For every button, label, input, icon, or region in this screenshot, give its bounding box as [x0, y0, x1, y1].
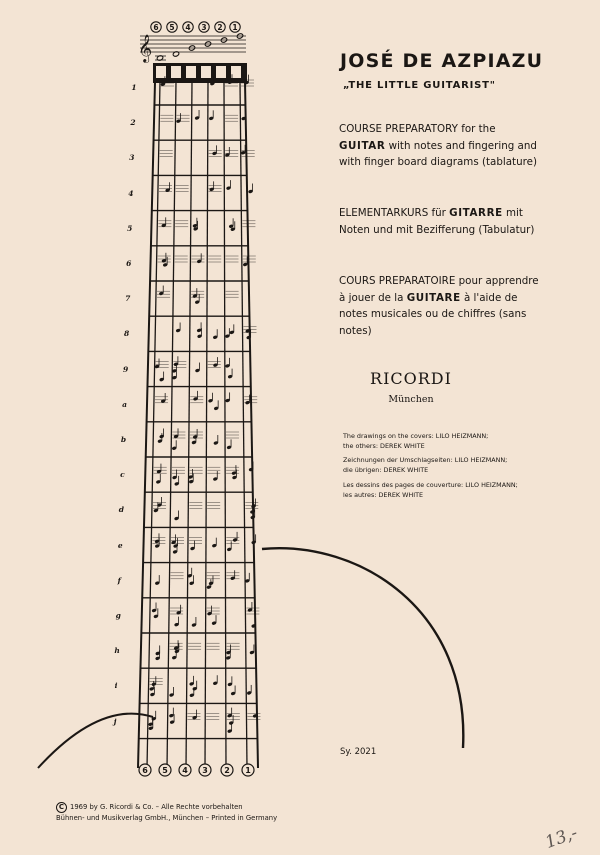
- copyright-icon: C: [56, 802, 67, 813]
- fret-label: 2: [130, 118, 136, 128]
- fret-label: f: [117, 575, 121, 585]
- string-number-label: 1: [245, 766, 251, 775]
- nut-slot: [216, 66, 226, 78]
- fret-label: 4: [128, 188, 134, 198]
- fret-label: g: [115, 611, 121, 620]
- guitar-string: [186, 82, 192, 768]
- string-number-label: 5: [162, 766, 168, 775]
- fret-label: j: [113, 716, 117, 726]
- fret-label: 3: [129, 153, 135, 163]
- neck-left-edge: [138, 82, 155, 768]
- nut-slot: [201, 66, 211, 78]
- string-number-label: 6: [142, 766, 148, 775]
- string-number-label: 1: [232, 23, 238, 32]
- fret-label: 8: [124, 329, 130, 339]
- catalog-number: Sy. 2021: [340, 747, 377, 757]
- guitar-body-outline: [38, 548, 463, 768]
- copyright-notice: C 1969 by G. Ricordi & Co. – Alle Rechte vorbehalten Bühnen- und Musikverlag GmbH., München – Printed in Germany: [56, 803, 278, 822]
- nut-slot: [231, 66, 241, 78]
- string-number-label: 6: [153, 23, 159, 32]
- guitar-body-right-curve: [262, 548, 463, 748]
- string-number-label: 2: [224, 766, 230, 775]
- treble-clef-icon: 𝄞: [138, 34, 153, 62]
- string-number-label: 3: [201, 23, 207, 32]
- english-description: COURSE PREPARATORY for the GUITAR with notes and fingering and with finger board diagrams (tablature): [339, 123, 537, 168]
- credits-french: Les dessins des pages de couverture: LILO HEIZMANN; les autres: DEREK WHITE: [343, 481, 518, 499]
- string-number-label: 3: [202, 766, 208, 775]
- fret-label: d: [118, 505, 124, 515]
- string-number-label: 5: [169, 23, 175, 32]
- publisher-city: München: [388, 394, 434, 405]
- fret-label: a: [122, 399, 127, 409]
- top-music-staff: [138, 33, 246, 63]
- nut-slot: [171, 66, 181, 78]
- handwritten-price: 13,-: [542, 822, 581, 854]
- fret-label: c: [120, 470, 125, 480]
- nut-slot: [186, 66, 196, 78]
- fret-label: e: [117, 540, 123, 550]
- guitar-body-left-curve: [38, 714, 153, 768]
- guitar-string: [167, 82, 176, 768]
- french-description: COURS PREPARATOIRE pour apprendre à jouer de la GUITARE à l'aide de notes musicales ou de chiffres (sans notes): [339, 275, 539, 337]
- guitar-string: [147, 82, 160, 768]
- guitar-string: [224, 82, 226, 768]
- guitar-string: [205, 82, 208, 768]
- work-subtitle: „THE LITTLE GUITARIST": [343, 80, 496, 91]
- fret-label: 9: [122, 364, 129, 374]
- credits-german: Zeichnungen der Umschlagseiten: LILO HEIZMANN; die übrigen: DEREK WHITE: [343, 456, 508, 474]
- credits-english: The drawings on the covers: LILO HEIZMANN; the others: DEREK WHITE: [343, 432, 489, 450]
- fret-label: h: [114, 646, 120, 656]
- german-description: ELEMENTARKURS für GITARRE mit Noten und mit Bezifferung (Tabulatur): [339, 207, 535, 236]
- fret-label: 7: [125, 294, 131, 304]
- neck-right-edge: [245, 82, 258, 768]
- fretboard-neck: [138, 63, 258, 768]
- fret-label: i: [114, 681, 118, 691]
- string-number-label: 4: [182, 766, 188, 775]
- nut-slot: [156, 66, 166, 78]
- fret-label: 6: [126, 259, 132, 268]
- fret-label: b: [120, 435, 127, 444]
- author-title: JOSÉ DE AZPIAZU: [340, 50, 544, 72]
- publisher-name: RICORDI: [370, 369, 452, 388]
- string-number-label: 4: [185, 23, 191, 32]
- fret-label: 5: [127, 223, 133, 233]
- string-number-label: 2: [217, 23, 223, 32]
- fret-label: 1: [131, 83, 137, 92]
